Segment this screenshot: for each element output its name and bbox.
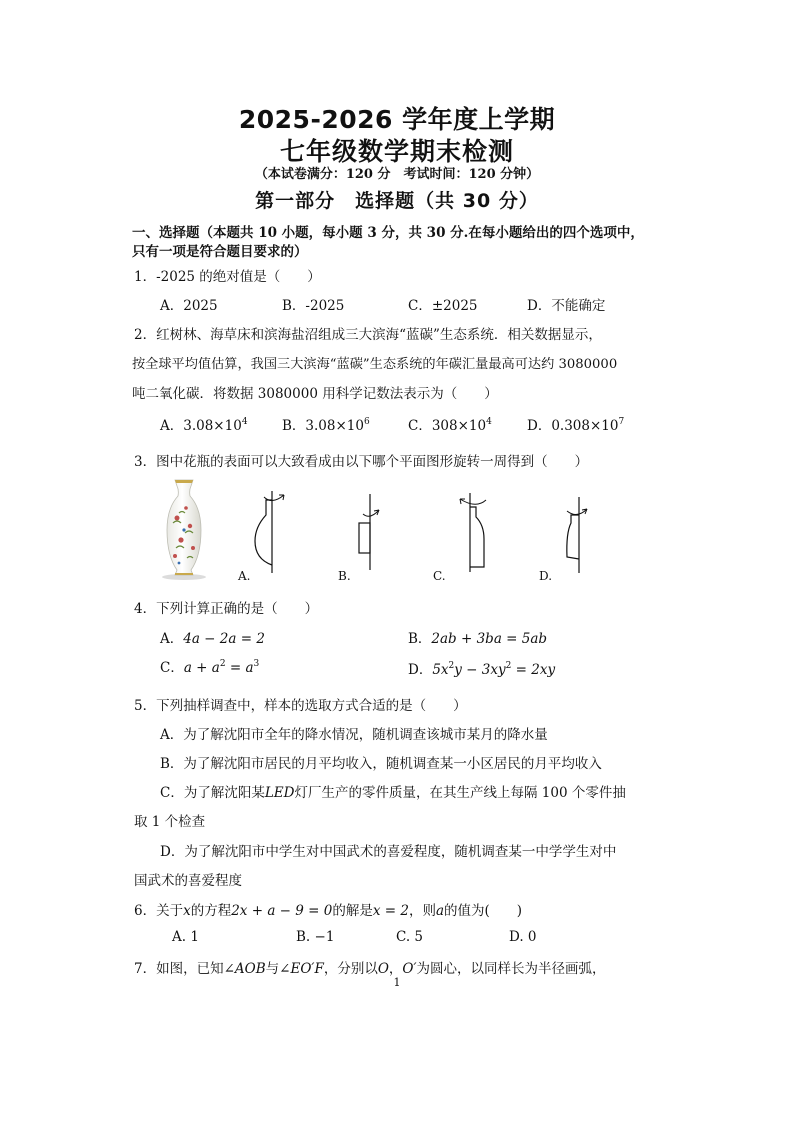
q4-option-c: C．$a + a^2 = a^3$: [160, 659, 260, 676]
question-1-stem: 1．-2025 的绝对值是（ ）: [134, 269, 321, 285]
question-6-stem: 6．关于x的方程2x + a − 9 = 0的解是x = 2，则a的值为( ): [134, 903, 523, 919]
q1-option-d: D．不能确定: [527, 298, 606, 314]
q4-option-a: A．4a − 2a = 2: [160, 631, 265, 647]
q6-option-d: D. 0: [509, 929, 537, 945]
question-2-line2: 按全球平均值估算，我国三大滨海“蓝碳”生态系统的年碳汇量最高可达约 3080000: [132, 357, 618, 372]
exam-title-line1: 2025-2026 学年度上学期: [238, 105, 556, 134]
question-2-line3: 吨二氧化碳．将数据 3080000 用科学记数法表示为（ ）: [132, 386, 498, 402]
question-7-stem: 7．如图，已知∠AOB与∠EO′F，分别以O，O′为圆心，以同样长为半径画弧，: [134, 961, 606, 977]
q5-option-a: A．为了解沈阳市全年的降水情况，随机调查该城市某月的降水量: [160, 727, 548, 743]
part-title: 第一部分 选择题（共 30 分）: [255, 190, 539, 212]
q2-option-d: D．$0.308\times 10^7$: [527, 417, 625, 434]
exam-subtitle: （本试卷满分：120 分 考试时间：120 分钟）: [254, 167, 540, 182]
q6-option-a: A. 1: [172, 929, 199, 945]
question-4-stem: 4．下列计算正确的是（ ）: [134, 601, 319, 617]
q2-option-c: C．$308\times 10^4$: [408, 417, 492, 434]
q5-option-d-line1: D．为了解沈阳市中学生对中国武术的喜爱程度，随机调查某一中学学生对中: [160, 844, 617, 860]
q4-option-b: B．2ab + 3ba = 5ab: [408, 631, 548, 647]
figure-a-rotation-shape: [250, 485, 300, 580]
figure-a-label: A.: [238, 569, 251, 583]
figure-b-label: B.: [338, 569, 351, 583]
q2-option-a: A．$3.08\times 10^4$: [160, 417, 248, 434]
q2-option-b: B．$3.08\times 10^6$: [282, 417, 370, 434]
q1-option-a: A．2025: [160, 298, 218, 314]
exam-title-line2: 七年级数学期末检测: [279, 137, 514, 166]
section-heading-line1: 一、选择题（本题共 10 小题，每小题 3 分，共 30 分.在每小题给出的四个选项中，: [132, 225, 644, 241]
figure-c-rotation-shape: [450, 487, 505, 580]
page-number: 1: [393, 976, 401, 989]
q6-option-b: B. −1: [296, 929, 335, 945]
q4-option-d: D．$5x^2y - 3xy^2 = 2xy$: [408, 661, 556, 678]
figure-b-rotation-shape: [345, 490, 395, 580]
question-2-line1: 2．红树林、海草床和滨海盐沼组成三大滨海“蓝碳”生态系统．相关数据显示，: [134, 327, 602, 343]
question-5-stem: 5．下列抽样调查中，样本的选取方式合适的是（ ）: [134, 698, 467, 714]
q5-option-b: B．为了解沈阳市居民的月平均收入，随机调查某一小区居民的月平均收入: [160, 756, 602, 772]
figure-d-label: D.: [539, 569, 553, 583]
figure-d-rotation-shape: [555, 493, 600, 580]
q6-option-c: C. 5: [396, 929, 424, 945]
question-3-stem: 3．图中花瓶的表面可以大致看成由以下哪个平面图形旋转一周得到（ ）: [134, 454, 589, 470]
vase-image: [157, 478, 211, 580]
section-heading-line2: 只有一项是符合题目要求的）: [132, 244, 308, 260]
q1-option-c: C．±2025: [408, 298, 478, 314]
q5-option-c-line1: C．为了解沈阳某LED灯厂生产的零件质量，在其生产线上每隔 100 个零件抽: [160, 785, 626, 801]
q5-option-d-line2: 国武术的喜爱程度: [134, 873, 242, 889]
figure-c-label: C.: [433, 569, 446, 583]
q5-option-c-line2: 取 1 个检查: [134, 814, 206, 830]
q1-option-b: B．-2025: [282, 298, 345, 314]
